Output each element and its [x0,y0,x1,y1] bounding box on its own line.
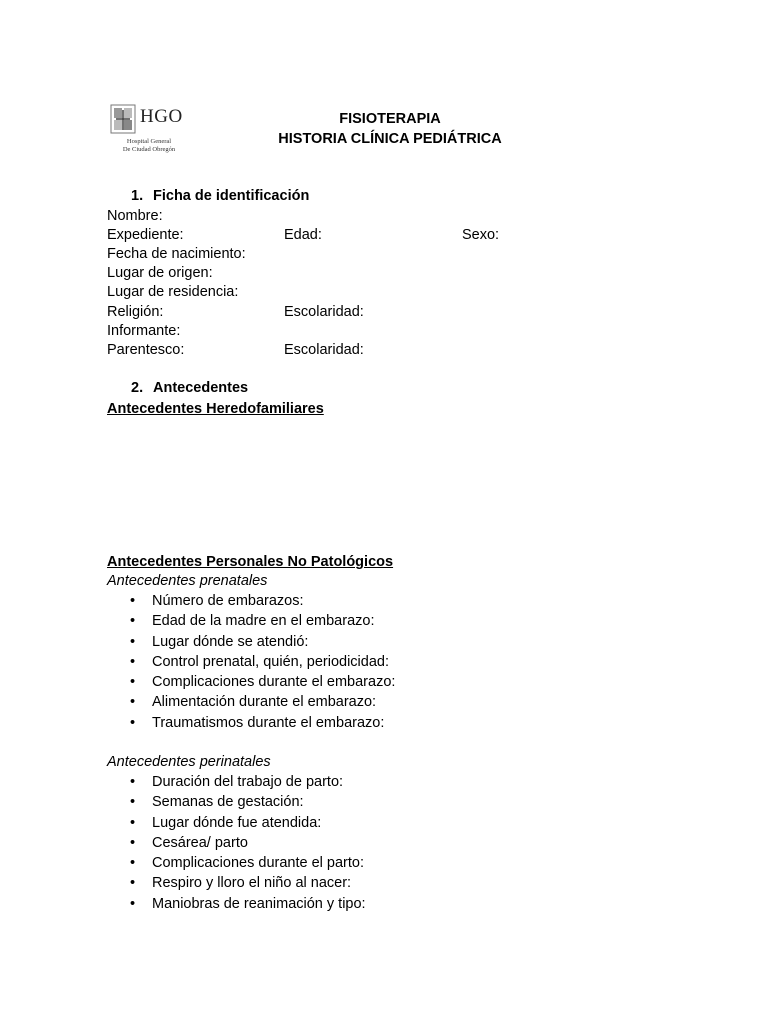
list-item [107,833,366,853]
field-lugar-origen: Lugar de origen: [107,265,213,281]
bullet-icon: • [130,653,136,670]
prenatales-list [107,591,395,733]
list-item [107,611,395,631]
list-item-text: Cesárea/ parto [152,834,248,851]
list-item [107,792,366,812]
section-1-title: Ficha de identificación [153,188,310,204]
bullet-icon: • [130,694,136,711]
list-item [107,591,395,611]
list-item-text: Lugar dónde fue atendida: [152,814,322,831]
bullet-icon: • [130,613,136,630]
bullet-icon: • [130,814,136,831]
list-item [107,894,366,914]
field-parentesco: Parentesco: [107,342,185,358]
logo-subtitle-line-1: Hospital General [126,138,172,145]
list-item [107,813,366,833]
bullet-icon: • [130,593,136,609]
logo-subtitle-line-2: De Ciudad Obregón [122,146,176,153]
field-lugar-residencia: Lugar de residencia: [107,284,239,300]
list-item-text: Complicaciones durante el parto: [152,855,364,872]
section-2-heading [107,380,248,396]
perinatales-heading: Antecedentes perinatales [107,754,271,770]
field-sexo: Sexo: [462,227,500,243]
list-item-text: Respiro y lloro el niño al nacer: [152,875,352,892]
document-title-1: FISIOTERAPIA [339,111,441,127]
field-fecha-nacimiento: Fecha de nacimiento: [107,246,246,262]
list-item [107,853,366,873]
list-item-text: Semanas de gestación: [152,794,304,811]
section-1-heading [107,188,309,204]
list-item-text: Control prenatal, quién, periodicidad: [152,653,389,670]
row-religion [107,304,507,320]
bullet-icon: • [130,633,136,650]
bullet-icon: • [130,834,136,851]
list-item-text: Lugar dónde se atendió: [152,633,309,650]
field-informante: Informante: [107,323,181,339]
bullet-icon: • [130,774,136,790]
list-item-text: Número de embarazos: [152,593,304,609]
list-item-text: Alimentación durante el embarazo: [152,694,377,711]
document-title-2: HISTORIA CLÍNICA PEDIÁTRICA [278,131,502,147]
list-item [107,632,395,652]
bullet-icon: • [130,714,136,731]
list-item [107,652,395,672]
field-edad: Edad: [284,227,322,243]
hospital-logo [108,100,190,158]
field-escolaridad-2: Escolaridad: [284,342,364,358]
field-expediente: Expediente: [107,227,184,243]
logo-subtitle [108,138,190,154]
hospital-emblem-icon [110,104,136,134]
field-escolaridad-1: Escolaridad: [284,304,364,320]
field-religion: Religión: [107,304,164,320]
logo-text: HGO [140,106,183,127]
bullet-icon: • [130,875,136,892]
heredofamiliares-heading: Antecedentes Heredofamiliares [107,401,324,417]
list-item [107,713,395,733]
row-expediente [107,227,607,243]
list-item [107,692,395,712]
list-item [107,772,366,792]
no-patologicos-heading: Antecedentes Personales No Patológicos [107,554,394,570]
bullet-icon: • [130,794,136,811]
section-2-number: 2. [131,380,144,396]
perinatales-list [107,772,366,914]
list-item-text: Edad de la madre en el embarazo: [152,613,375,630]
list-item-text: Duración del trabajo de parto: [152,774,344,790]
section-2-title: Antecedentes [153,380,249,396]
bullet-icon: • [130,895,136,912]
list-item-text: Maniobras de reanimación y tipo: [152,895,366,912]
list-item [107,672,395,692]
field-nombre: Nombre: [107,208,163,224]
list-item [107,873,366,893]
list-item-text: Traumatismos durante el embarazo: [152,714,385,731]
section-1-number: 1. [131,188,144,204]
bullet-icon: • [130,855,136,872]
list-item-text: Complicaciones durante el embarazo: [152,674,396,691]
bullet-icon: • [130,674,136,691]
row-parentesco [107,342,507,358]
prenatales-heading: Antecedentes prenatales [107,573,268,589]
